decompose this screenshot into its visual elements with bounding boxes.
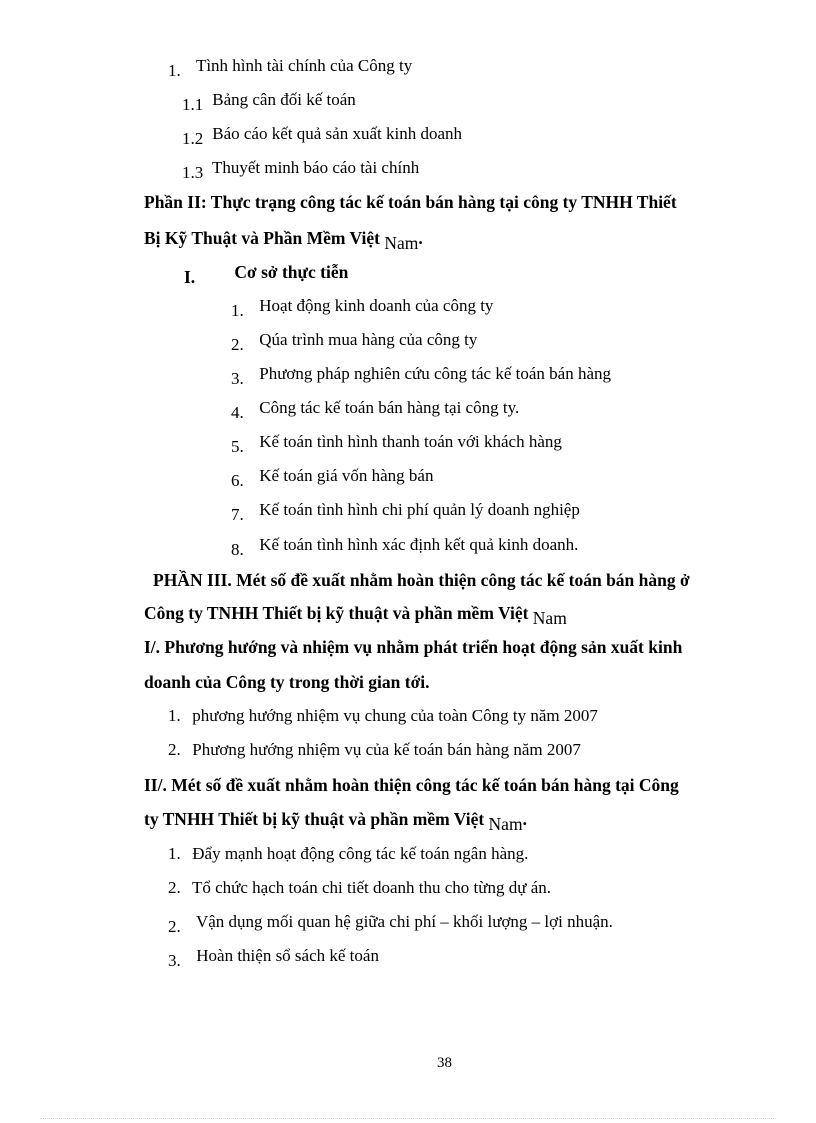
toc-num: 2. xyxy=(168,917,181,936)
toc-num: 2. xyxy=(231,335,244,354)
toc-text: Qúa trình mua hàng của công ty xyxy=(259,330,478,349)
heading-nam: Nam xyxy=(384,233,419,253)
toc-text: Tình hình tài chính của Công ty xyxy=(195,56,413,75)
toc-text: Kế toán giá vốn hàng bán xyxy=(259,466,434,485)
heading-text: ty TNHH Thiết bị kỹ thuật và phần mềm Việt xyxy=(144,809,485,829)
toc-num: 3. xyxy=(231,369,244,388)
toc-text: Báo cáo kết quả sản xuất kinh doanh xyxy=(212,124,462,143)
toc-item-1-3 xyxy=(182,158,420,182)
page-number: 38 xyxy=(437,1055,452,1071)
toc-item-1 xyxy=(168,56,413,80)
part2-item-5 xyxy=(231,432,562,456)
toc-text: Công tác kế toán bán hàng tại công ty. xyxy=(259,398,520,417)
part2-item-3 xyxy=(231,364,611,388)
toc-item-1-1 xyxy=(182,90,356,114)
toc-text: Thuyết minh báo cáo tài chính xyxy=(211,158,420,177)
toc-num: 1.2 xyxy=(182,129,204,148)
toc-item-1-2 xyxy=(182,124,462,148)
part3-sec2-item-3 xyxy=(168,912,613,936)
part2-item-8 xyxy=(231,535,579,559)
heading-dot: . xyxy=(522,809,527,829)
heading-text: Bị Kỹ Thuật và Phần Mềm Việt xyxy=(144,228,380,248)
toc-num: 6. xyxy=(231,471,244,490)
toc-num: 2. xyxy=(168,740,181,759)
toc-num: 5. xyxy=(231,437,244,456)
toc-num: 1.1 xyxy=(182,95,204,114)
toc-text: Phương hướng nhiệm vụ của kế toán bán hàng năm 2007 xyxy=(192,740,581,759)
part3-sec2-line2 xyxy=(144,809,527,834)
toc-num: 1. xyxy=(231,301,244,320)
toc-text: Hoàn thiện sổ sách kế toán xyxy=(196,946,379,965)
toc-text: Kế toán tình hình xác định kết quả kinh doanh. xyxy=(259,535,579,554)
toc-text: Tổ chức hạch toán chi tiết doanh thu cho từng dự án. xyxy=(191,878,551,897)
toc-num: 7. xyxy=(231,505,244,524)
toc-num: 2. xyxy=(168,878,181,897)
toc-text: Phương pháp nghiên cứu công tác kế toán bán hàng xyxy=(259,364,611,383)
part3-heading-line1: PHẦN III. Mét số đề xuất nhằm hoàn thiện công tác kế toán bán hàng ở xyxy=(153,570,690,590)
part3-sec1-line2: doanh của Công ty trong thời gian tới. xyxy=(144,672,430,692)
page-bottom-divider xyxy=(40,1118,776,1119)
toc-num: 4. xyxy=(231,403,244,422)
subheading-title: Cơ sở thực tiễn xyxy=(234,262,349,282)
toc-num: 1. xyxy=(168,844,181,863)
heading-nam: Nam xyxy=(532,608,567,628)
heading-text: Công ty TNHH Thiết bị kỹ thuật và phần mềm Việt xyxy=(144,603,529,623)
toc-num: 1. xyxy=(168,706,181,725)
toc-num: 1. xyxy=(168,61,181,80)
part2-heading-line1: Phần II: Thực trạng công tác kế toán bán hàng tại công ty TNHH Thiết xyxy=(144,192,677,212)
toc-text: Kế toán tình hình chi phí quản lý doanh nghiệp xyxy=(259,500,580,519)
toc-text: Vận dụng mối quan hệ giữa chi phí – khối lượng – lợi nhuận. xyxy=(195,912,613,931)
toc-text: Hoạt động kinh doanh của công ty xyxy=(259,296,494,315)
part2-item-7 xyxy=(231,500,580,524)
part3-sec1-item-1 xyxy=(168,706,598,726)
heading-dot: . xyxy=(418,228,423,248)
part3-sec2-item-1 xyxy=(168,844,528,864)
part3-sec2-item-2 xyxy=(168,878,551,898)
part3-sec1-item-2 xyxy=(168,740,581,760)
part3-heading-line2 xyxy=(144,603,567,628)
part2-subheading xyxy=(184,262,349,287)
subheading-num: I. xyxy=(184,267,196,287)
toc-num: 8. xyxy=(231,540,244,559)
part3-sec2-line1: II/. Mét số đề xuất nhằm hoàn thiện công tác kế toán bán hàng tại Công xyxy=(144,775,679,795)
toc-num: 1.3 xyxy=(182,163,204,182)
toc-num: 3. xyxy=(168,951,181,970)
part2-item-4 xyxy=(231,398,520,422)
toc-text: phương hướng nhiệm vụ chung của toàn Công ty năm 2007 xyxy=(192,706,598,725)
part3-sec2-item-4 xyxy=(168,946,379,970)
part2-item-1 xyxy=(231,296,494,320)
part2-heading-line2 xyxy=(144,228,423,253)
heading-nam: Nam xyxy=(488,814,523,834)
part3-sec1-line1: I/. Phương hướng và nhiệm vụ nhằm phát triển hoạt động sản xuất kinh xyxy=(144,637,683,657)
part2-item-6 xyxy=(231,466,434,490)
toc-text: Bảng cân đối kế toán xyxy=(212,90,356,109)
part2-item-2 xyxy=(231,330,478,354)
toc-text: Đẩy mạnh hoạt động công tác kế toán ngân hàng. xyxy=(192,844,529,863)
toc-text: Kế toán tình hình thanh toán với khách hàng xyxy=(259,432,562,451)
